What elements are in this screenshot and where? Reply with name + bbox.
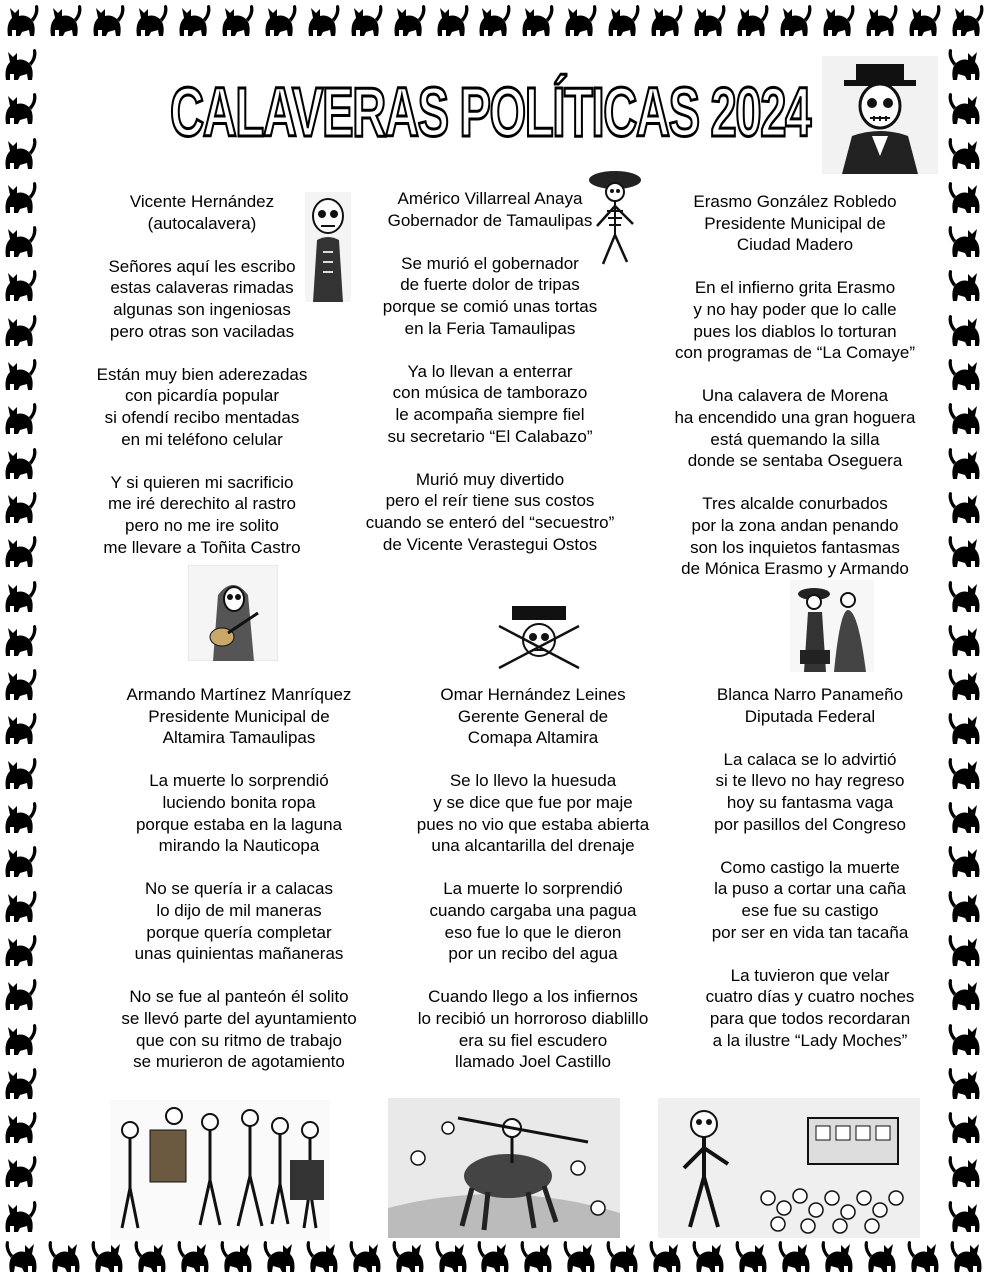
skeleton-tram-scene [658,1098,920,1238]
black-cat-icon [432,0,472,44]
black-cat-icon [0,221,44,261]
poem-line: En el infierno grita Erasmo [694,278,896,298]
black-cat-icon [389,1236,429,1280]
black-cat-icon [0,1196,44,1236]
black-cat-icon [0,797,44,837]
skeleton-guitar-player [188,565,278,661]
poem-stanza [395,770,671,856]
black-cat-icon [646,1236,686,1280]
poem-stanza [105,986,373,1072]
poem-line: pues los diablos lo torturan [693,321,897,341]
black-cat-icon [0,487,44,527]
black-cat-icon [945,576,989,616]
black-cat-icon [0,177,44,217]
poem-line: me iré derechito al rastro [107,494,297,514]
poem-line: si te llevo no hay regreso [715,771,905,791]
skull-crossed-weapons [494,606,584,676]
poem-stanza [105,770,373,856]
poem-line: si ofendí recibo mentadas [104,407,300,427]
poem-line: está quemando la silla [710,429,880,449]
black-cat-icon [945,664,989,704]
poem-line: se llevó parte del ayuntamiento [121,1008,357,1028]
black-cat-icon [945,1107,989,1147]
poem-line: por ser en vida tan tacaña [711,922,909,942]
black-cat-icon [45,0,85,44]
black-cat-icon [217,0,257,44]
poem-line: me llevare a Toñita Castro [103,537,301,557]
skeleton-couple [790,580,874,672]
black-cat-icon [861,0,901,44]
black-cat-icon [0,1019,44,1059]
poem-line: se murieron de agotamiento [133,1052,345,1072]
black-cat-icon [474,0,514,44]
black-cat-icon [945,221,989,261]
poem-line: lo recibió un horroroso diablillo [417,1008,649,1028]
black-cat-icon [0,620,44,660]
black-cat-icon [945,1063,989,1103]
poem-line: La calaca se lo advirtió [723,749,897,769]
page-title [160,58,820,158]
poem-line: pero el reír tiene sus costos [385,491,595,511]
poem-line: ha encendido una gran hoguera [674,407,916,427]
poem-vicente-hernandez [82,191,322,558]
black-cat-icon [2,1236,42,1280]
poem-line: su secretario “El Calabazo” [387,426,593,446]
poem-line: con picardía popular [124,386,280,406]
poem-stanza [395,878,671,964]
black-cat-icon [945,1019,989,1059]
black-cat-icon [389,0,429,44]
black-cat-icon [775,1236,815,1280]
black-cat-icon [517,0,557,44]
poem-stanza [355,469,625,555]
black-cat-icon [945,487,989,527]
poem-header-line: Diputada Federal [744,706,876,726]
black-cat-icon [945,398,989,438]
poem-header-line: Vicente Hernández [129,192,275,211]
poem-line: con programas de “La Comaye” [674,343,915,363]
black-cat-icon [0,443,44,483]
black-cat-icon [0,133,44,173]
poem-line: la puso a cortar una caña [714,879,906,899]
black-cat-icon [432,1236,472,1280]
poem-line: le acompaña siempre fiel [395,404,585,424]
black-cat-icon [732,1236,772,1280]
poem-header-line: Omar Hernández Leines [440,685,626,704]
poem-line: Y si quieren mi sacrificio [110,472,294,492]
poem-stanza [655,385,935,471]
poem-line: luciendo bonita ropa [162,792,316,812]
poem-line: por pasillos del Congreso [714,814,906,834]
poem-line: de Vicente Verastegui Ostos [382,534,598,554]
poem-header-line: Blanca Narro Panameño [716,685,904,704]
black-cat-icon [88,0,128,44]
catrin-skull-portrait [822,56,938,174]
black-cat-icon [131,0,171,44]
black-cat-icon [945,265,989,305]
black-cat-icon [945,930,989,970]
poem-blanca-narro [690,684,930,1051]
black-cat-icon [560,0,600,44]
black-cat-icon [0,753,44,793]
poem-line: por la zona andan penando [691,515,899,535]
poem-stanza [82,256,322,342]
black-cat-icon [88,1236,128,1280]
poem-header-line: (autocalavera) [147,213,257,233]
black-cat-icon [2,0,42,44]
poem-header-line: Altamira Tamaulipas [162,728,316,748]
poem-line: Una calavera de Morena [701,386,889,406]
poem-line: de Mónica Erasmo y Armando [681,559,909,579]
poem-line: No se quería ir a calacas [144,879,334,899]
poem-line: porque se comió unas tortas [382,296,598,316]
poem-line: Tres alcalde conurbados [702,494,888,514]
black-cat-icon [818,1236,858,1280]
poem-erasmo-gonzalez [655,191,935,580]
black-cat-icon [945,44,989,84]
black-cat-icon [775,0,815,44]
poem-line: Están muy bien aderezadas [96,364,308,384]
black-cat-icon [0,841,44,881]
poem-line: son los inquietos fantasmas [690,537,900,557]
black-cat-icon [689,0,729,44]
poem-line: La muerte lo sorprendió [443,879,623,899]
black-cat-icon [947,1236,987,1280]
poem-stanza [105,878,373,964]
poem-stanza [395,986,671,1072]
poem-omar-hernandez [395,684,671,1073]
poem-stanza [82,364,322,450]
black-cat-icon [346,1236,386,1280]
black-cat-icon [260,0,300,44]
poem-line: con música de tamborazo [392,383,588,403]
poem-header-line: Ciudad Madero [736,235,854,255]
black-cat-icon [0,354,44,394]
black-cat-icon [945,797,989,837]
black-cat-icon [303,0,343,44]
poem-stanza [690,965,930,1051]
black-cat-icon [603,1236,643,1280]
poem-line: Cuando llego a los infiernos [428,987,638,1007]
svg-text:CALAVERAS POLÍTICAS 2024: CALAVERAS POLÍTICAS 2024 [170,73,812,151]
poem-stanza [355,253,625,339]
black-cat-icon [945,1196,989,1236]
black-cat-icon [174,0,214,44]
poem-header-line: Gerente General de [457,706,609,726]
black-cat-icon [689,1236,729,1280]
skeleton-cavalry-scene [388,1098,620,1238]
poem-stanza [355,361,625,447]
poem-line: a la ilustre “Lady Moches” [712,1030,908,1050]
black-cat-icon [260,1236,300,1280]
black-cat-icon [732,0,772,44]
black-cat-icon [603,0,643,44]
black-cat-icon [945,1151,989,1191]
black-cat-icon [945,531,989,571]
black-cat-icon [174,1236,214,1280]
poem-line: de fuerte dolor de tripas [400,275,580,295]
poem-line: La muerte lo sorprendió [149,771,329,791]
skull-bust-engraving [305,192,351,302]
poem-header-line: Presidente Municipal de [704,213,886,233]
poem-line: Señores aquí les escribo [108,256,296,276]
black-cat-icon [0,265,44,305]
poem-line: Ya lo llevan a enterrar [407,361,573,381]
black-cat-icon [0,1063,44,1103]
poem-line: llamado Joel Castillo [455,1052,611,1072]
black-cat-icon [945,88,989,128]
black-cat-icon [945,310,989,350]
poem-line: estas calaveras rimadas [110,278,294,298]
poem-line: una alcantarilla del drenaje [431,836,635,856]
poem-header-line: Comapa Altamira [467,728,599,748]
poem-header-line: Américo Villarreal Anaya [397,189,583,208]
black-cat-icon [131,1236,171,1280]
poem-header-line: Erasmo González Robledo [693,192,897,211]
black-cat-icon [945,708,989,748]
poem-stanza [655,493,935,579]
black-cat-icon [0,310,44,350]
black-cat-icon [217,1236,257,1280]
poem-line: lo dijo de mil maneras [156,900,322,920]
black-cat-icon [945,620,989,660]
black-cat-icon [0,930,44,970]
black-cat-icon [904,0,944,44]
poem-line: donde se sentaba Oseguera [687,451,903,471]
poem-line: Murió muy divertido [415,469,565,489]
poem-line: por un recibo del agua [448,944,618,964]
poem-line: Se murió el gobernador [401,253,579,273]
black-cat-icon [646,0,686,44]
black-cat-icon [945,841,989,881]
poem-line: No se fue al panteón él solito [129,987,349,1007]
black-cat-icon [904,1236,944,1280]
poem-stanza [655,277,935,363]
black-cat-icon [45,1236,85,1280]
poem-line: unas quinientas mañaneras [134,944,344,964]
poem-line: algunas son ingeniosas [113,299,291,319]
black-cat-icon [0,1151,44,1191]
black-cat-icon [0,1107,44,1147]
poem-header-line: Armando Martínez Manríquez [126,685,352,704]
poem-line: eso fue lo que le dieron [444,922,622,942]
black-cat-icon [560,1236,600,1280]
poem-line: ese fue su castigo [741,900,879,920]
skeleton-revelry-scene [110,1100,330,1240]
black-cat-icon [861,1236,901,1280]
poem-armando-martinez [105,684,373,1073]
poem-line: era su fiel escudero [458,1030,608,1050]
poem-line: hoy su fantasma vaga [726,792,894,812]
black-cat-icon [0,398,44,438]
black-cat-icon [818,0,858,44]
black-cat-icon [945,133,989,173]
poem-line: cuatro días y cuatro noches [705,987,915,1007]
poem-line: y se dice que fue por maje [433,792,633,812]
black-cat-icon [346,0,386,44]
poem-line: pero no me ire solito [124,515,280,535]
poem-line: que con su ritmo de trabajo [135,1030,342,1050]
black-cat-icon [945,354,989,394]
poem-line: mirando la Nauticopa [158,836,320,856]
poem-line: cuando cargaba una pagua [429,900,637,920]
cat-border-bottom [0,1236,989,1280]
poem-line: porque quería completar [146,922,332,942]
poem-stanza [82,472,322,558]
poem-line: Como castigo la muerte [720,857,900,877]
poem-line: Se lo llevo la huesuda [449,771,617,791]
poem-header-line: Gobernador de Tamaulipas [387,210,593,230]
cat-border-left [0,44,44,1236]
black-cat-icon [0,886,44,926]
poem-line: porque estaba en la laguna [135,814,343,834]
poem-line: La tuvieron que velar [730,965,890,985]
poem-line: pero otras son vaciladas [109,321,295,341]
black-cat-icon [945,974,989,1014]
poem-stanza [690,749,930,835]
cat-border-right [945,44,989,1236]
black-cat-icon [0,531,44,571]
black-cat-icon [945,177,989,217]
poem-americo-villarreal [355,188,625,555]
black-cat-icon [947,0,987,44]
poem-line: en mi teléfono celular [121,429,283,449]
black-cat-icon [0,664,44,704]
black-cat-icon [0,974,44,1014]
black-cat-icon [0,576,44,616]
black-cat-icon [474,1236,514,1280]
black-cat-icon [0,88,44,128]
poem-line: cuando se enteró del “secuestro” [365,512,615,532]
poem-stanza [690,857,930,943]
black-cat-icon [0,44,44,84]
catrina-dancing-skeleton [587,166,643,270]
black-cat-icon [303,1236,343,1280]
poem-line: en la Feria Tamaulipas [404,318,576,338]
poem-header-line: Presidente Municipal de [148,706,330,726]
black-cat-icon [945,753,989,793]
poem-line: para que todos recordaran [709,1008,911,1028]
poem-line: y no hay poder que lo calle [693,299,897,319]
black-cat-icon [945,443,989,483]
black-cat-icon [945,886,989,926]
poem-line: pues no vio que estaba abierta [416,814,650,834]
black-cat-icon [0,708,44,748]
black-cat-icon [517,1236,557,1280]
cat-border-top [0,0,989,44]
